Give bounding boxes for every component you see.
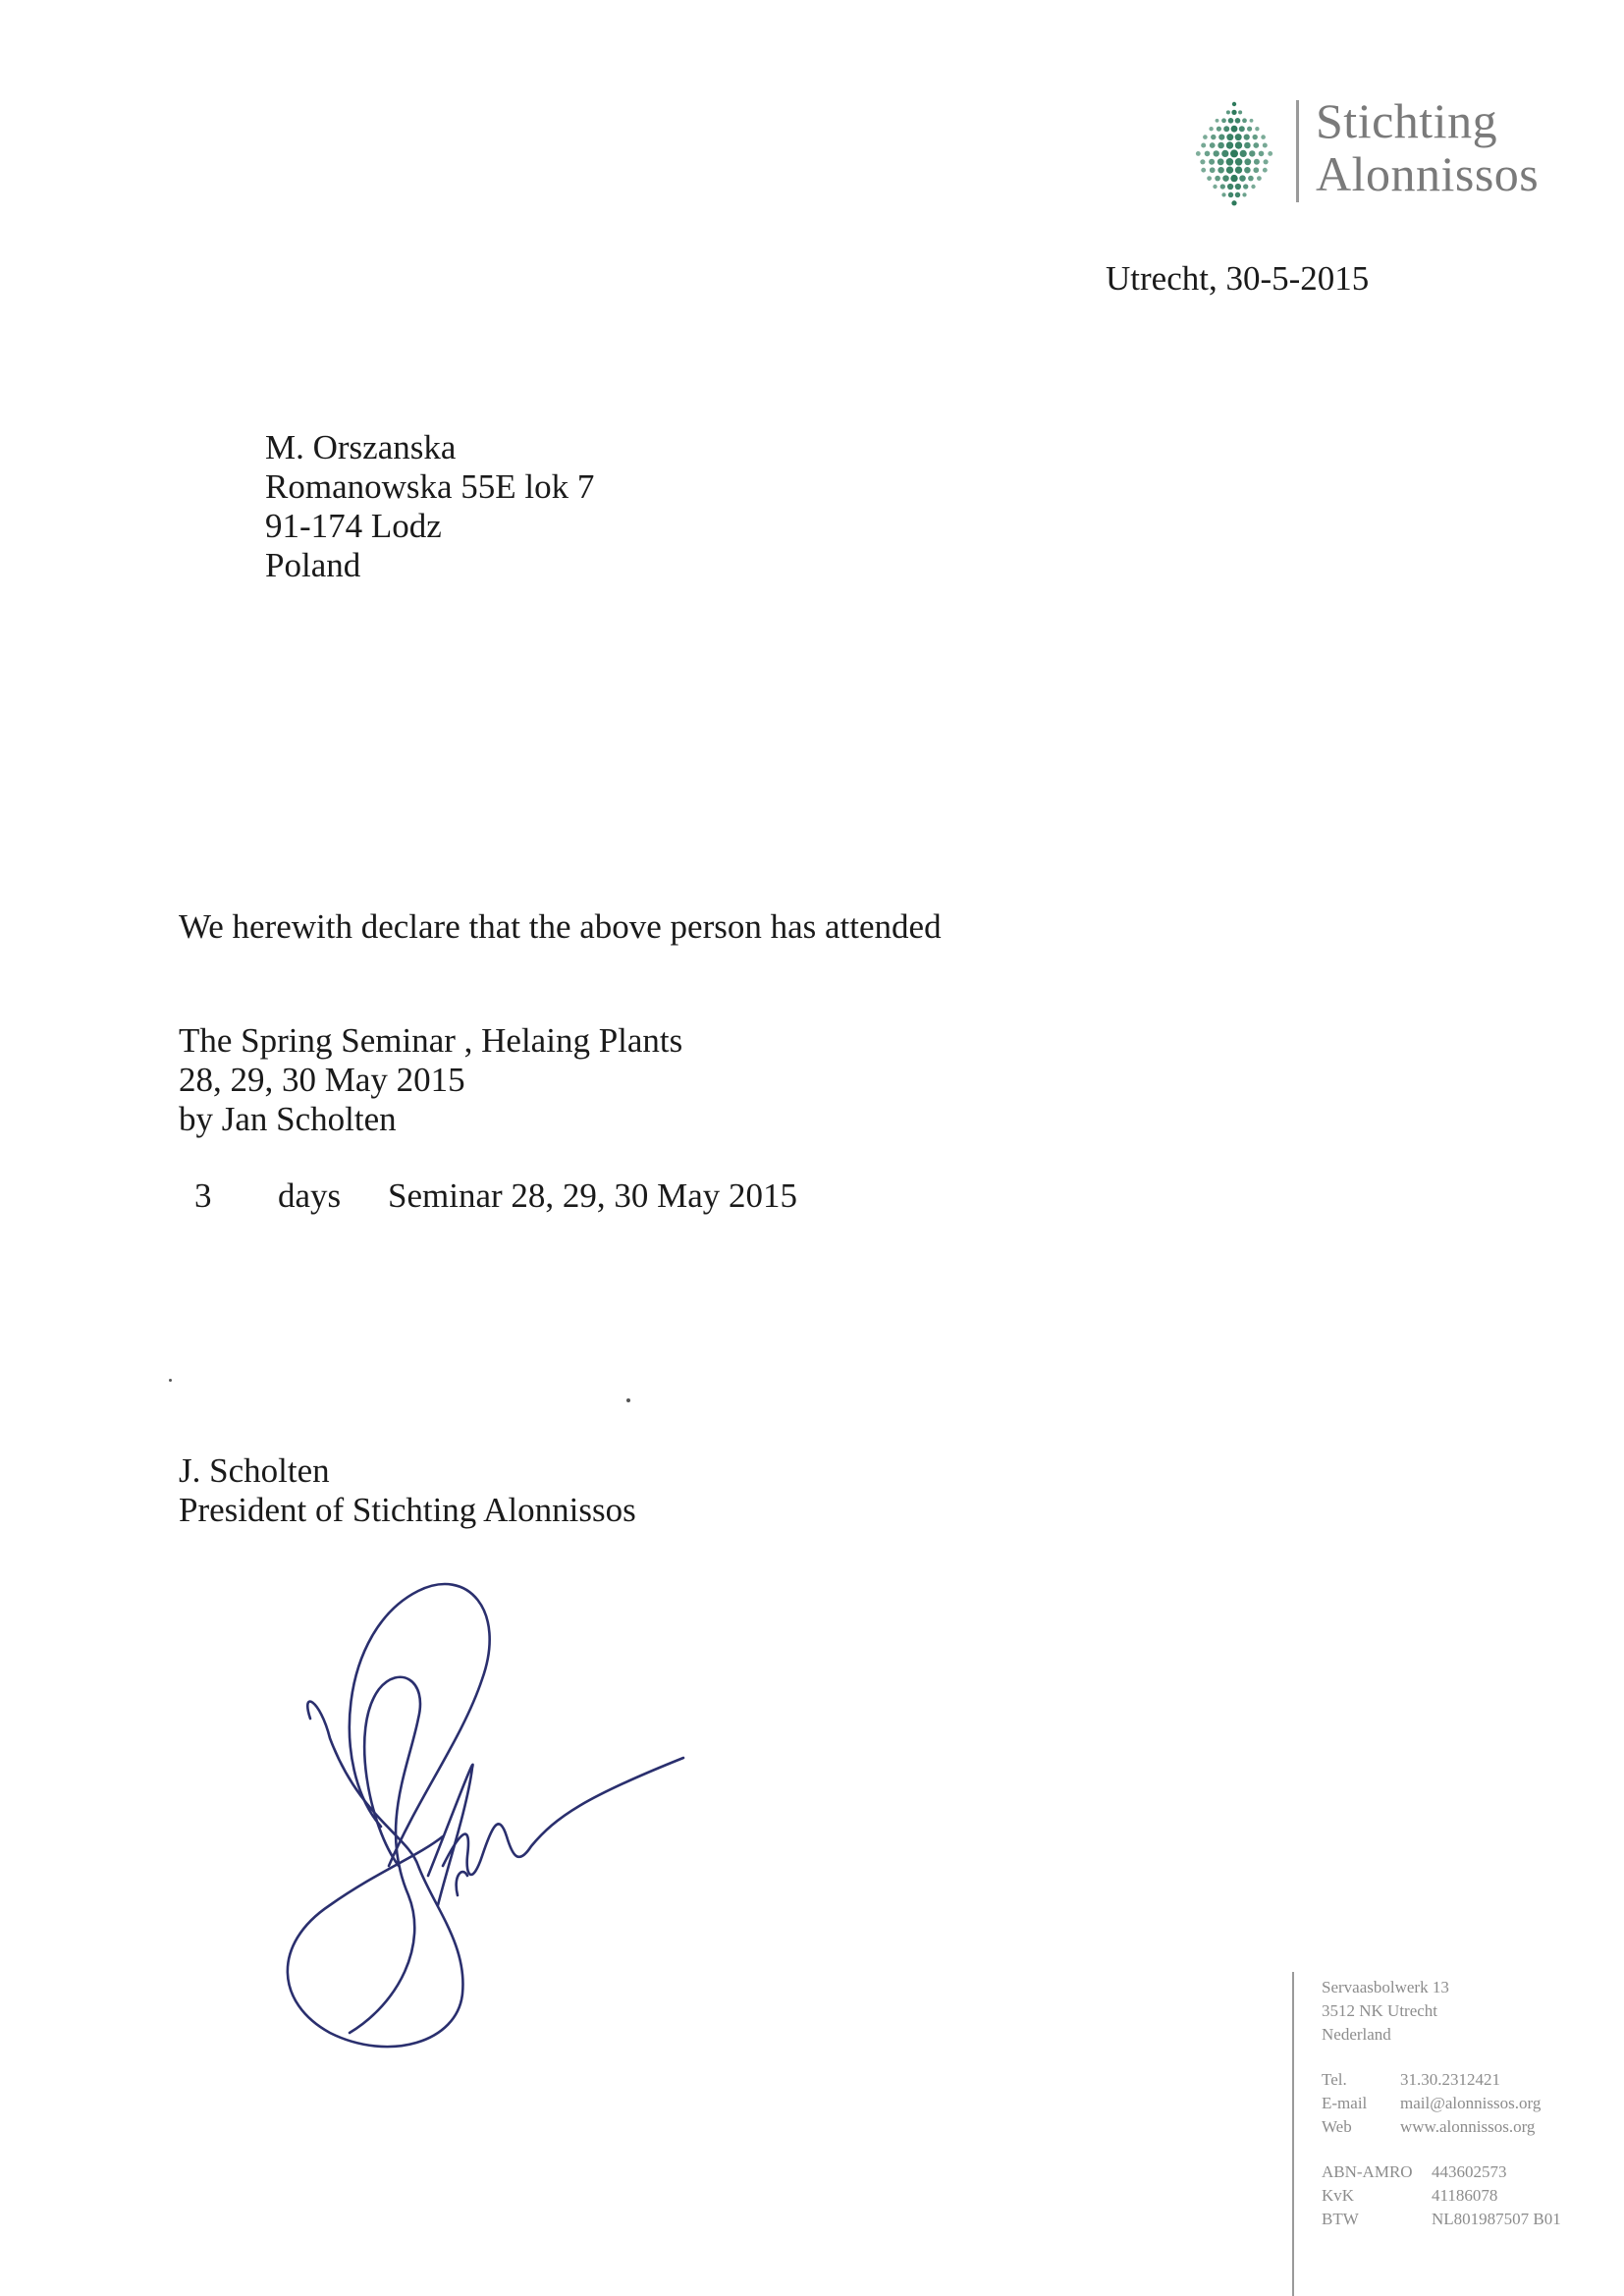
contact-footer (1292, 1972, 1606, 2296)
logo-dot (1201, 168, 1206, 173)
days-count: 3 (194, 1176, 212, 1215)
tel-value: 31.30.2312421 (1400, 2070, 1500, 2089)
logo-dot (1209, 127, 1213, 131)
logo-line-2: Alonnissos (1316, 146, 1540, 201)
web-label: Web (1322, 2117, 1352, 2136)
btw-value: NL801987507 B01 (1432, 2210, 1561, 2228)
logo-dot (1242, 192, 1246, 196)
logo-dot (1207, 176, 1212, 181)
kvk-label: KvK (1322, 2186, 1355, 2205)
logo-dot (1235, 134, 1242, 140)
logo-dot (1261, 135, 1266, 139)
logo-dot (1230, 149, 1238, 157)
logo-dot (1226, 141, 1233, 148)
recipient-name: M. Orszanska (265, 428, 457, 466)
logo-dot (1216, 119, 1219, 123)
logo-dot (1263, 142, 1268, 147)
logo-dot (1255, 127, 1259, 131)
logo-dot (1218, 142, 1224, 149)
logo-dot (1200, 159, 1205, 164)
logo-dot (1235, 184, 1241, 190)
logo-dot (1211, 135, 1216, 139)
days-description: Seminar 28, 29, 30 May 2015 (388, 1176, 798, 1215)
recipient-street: Romanowska 55E lok 7 (265, 467, 595, 506)
logo-dot (1220, 184, 1225, 189)
logo-dot (1243, 184, 1248, 189)
logo-dot (1227, 184, 1233, 190)
logo-dot (1231, 110, 1236, 115)
logo-dot (1264, 159, 1269, 164)
days-summary (194, 1176, 797, 1216)
logo-dot (1221, 118, 1226, 123)
signer-title: President of Stichting Alonnissos (179, 1491, 636, 1529)
recipient-address (265, 428, 594, 585)
letter-date: Utrecht, 30-5-2015 (1106, 259, 1370, 298)
logo-dot (1226, 167, 1233, 174)
logo-dot (1244, 142, 1251, 149)
logo-dot (1226, 110, 1230, 114)
logo-dot (1244, 135, 1250, 140)
logo-dot (1209, 159, 1215, 165)
paper-speck (169, 1379, 172, 1382)
logo-dot (1231, 126, 1238, 133)
logo-dot (1242, 118, 1247, 123)
logo-dot (1240, 150, 1247, 157)
logo-dot (1248, 176, 1254, 182)
seminar-dates: 28, 29, 30 May 2015 (179, 1061, 465, 1099)
recipient-city: 91-174 Lodz (265, 507, 442, 545)
footer-contact (1322, 2068, 1606, 2139)
footer-address (1322, 1976, 1606, 2047)
logo-dot (1214, 150, 1219, 156)
logo-dot (1235, 118, 1241, 124)
logo-dot (1210, 142, 1216, 148)
logo-dot (1213, 185, 1217, 189)
logo-dot (1263, 168, 1268, 173)
seminar-details (179, 1021, 682, 1139)
organization-logo (1190, 90, 1602, 218)
seminar-teacher: by Jan Scholten (179, 1100, 397, 1138)
logo-dot (1254, 159, 1260, 165)
logo-dot (1203, 135, 1208, 139)
logo-dot (1235, 141, 1242, 148)
logo-dot (1218, 158, 1224, 165)
dotted-leaf-icon (1190, 96, 1278, 214)
signer-block (179, 1451, 636, 1530)
logo-dot (1257, 176, 1262, 181)
logo-dot (1228, 192, 1233, 197)
logo-dot (1221, 192, 1225, 196)
logo-dot (1253, 167, 1259, 173)
logo-dot (1268, 151, 1272, 156)
recipient-country: Poland (265, 546, 361, 584)
footer-country: Nederland (1322, 2025, 1391, 2044)
logo-dot (1232, 102, 1236, 106)
logo-dot (1235, 192, 1240, 197)
logo-dot (1259, 151, 1265, 157)
logo-dot (1222, 175, 1229, 182)
web-value: www.alonnissos.org (1400, 2117, 1536, 2136)
signer-name: J. Scholten (179, 1451, 330, 1490)
logo-dot (1239, 126, 1245, 132)
logo-dot (1205, 151, 1211, 157)
logo-dot (1235, 167, 1242, 174)
kvk-value: 41186078 (1432, 2186, 1498, 2205)
footer-registration (1322, 2160, 1606, 2231)
logo-dot (1253, 142, 1259, 148)
footer-street: Servaasbolwerk 13 (1322, 1978, 1449, 1996)
bank-label: ABN-AMRO (1322, 2162, 1413, 2181)
logo-dot (1217, 127, 1221, 132)
logo-dot (1223, 126, 1229, 132)
btw-label: BTW (1322, 2210, 1359, 2228)
logo-dot (1244, 167, 1251, 174)
logo-dot (1249, 150, 1255, 156)
logo-dot (1251, 185, 1255, 189)
logo-dot (1247, 127, 1252, 132)
logo-dot (1228, 118, 1234, 124)
logo-dot (1221, 150, 1228, 157)
logo-dot (1235, 158, 1243, 166)
logo-dot (1215, 176, 1220, 182)
seminar-title: The Spring Seminar , Helaing Plants (179, 1021, 683, 1060)
logo-dot (1231, 200, 1236, 205)
logo-wordmark (1316, 94, 1539, 200)
bank-value: 443602573 (1432, 2162, 1507, 2181)
logo-dot (1218, 135, 1224, 140)
logo-dot (1226, 134, 1233, 140)
logo-dot (1252, 135, 1257, 139)
logo-dot (1238, 110, 1242, 114)
paper-speck (626, 1398, 630, 1402)
logo-dot (1210, 167, 1216, 173)
footer-divider (1292, 1972, 1294, 2296)
logo-dot (1201, 142, 1206, 147)
logo-dot (1196, 151, 1201, 156)
logo-dot (1239, 175, 1246, 182)
email-label: E-mail (1322, 2094, 1368, 2112)
logo-dot (1230, 175, 1237, 182)
logo-dot (1244, 158, 1251, 165)
handwritten-signature-icon (271, 1571, 723, 2082)
declaration-text: We herewith declare that the above person has attended (179, 907, 942, 946)
logo-dot (1250, 119, 1254, 123)
logo-divider (1296, 100, 1299, 202)
footer-postal: 3512 NK Utrecht (1322, 2001, 1438, 2020)
email-value: mail@alonnissos.org (1400, 2094, 1542, 2112)
logo-line-1: Stichting (1316, 93, 1498, 148)
days-unit: days (278, 1176, 342, 1215)
tel-label: Tel. (1322, 2070, 1347, 2089)
logo-dot (1226, 158, 1234, 166)
logo-dot (1218, 167, 1224, 174)
